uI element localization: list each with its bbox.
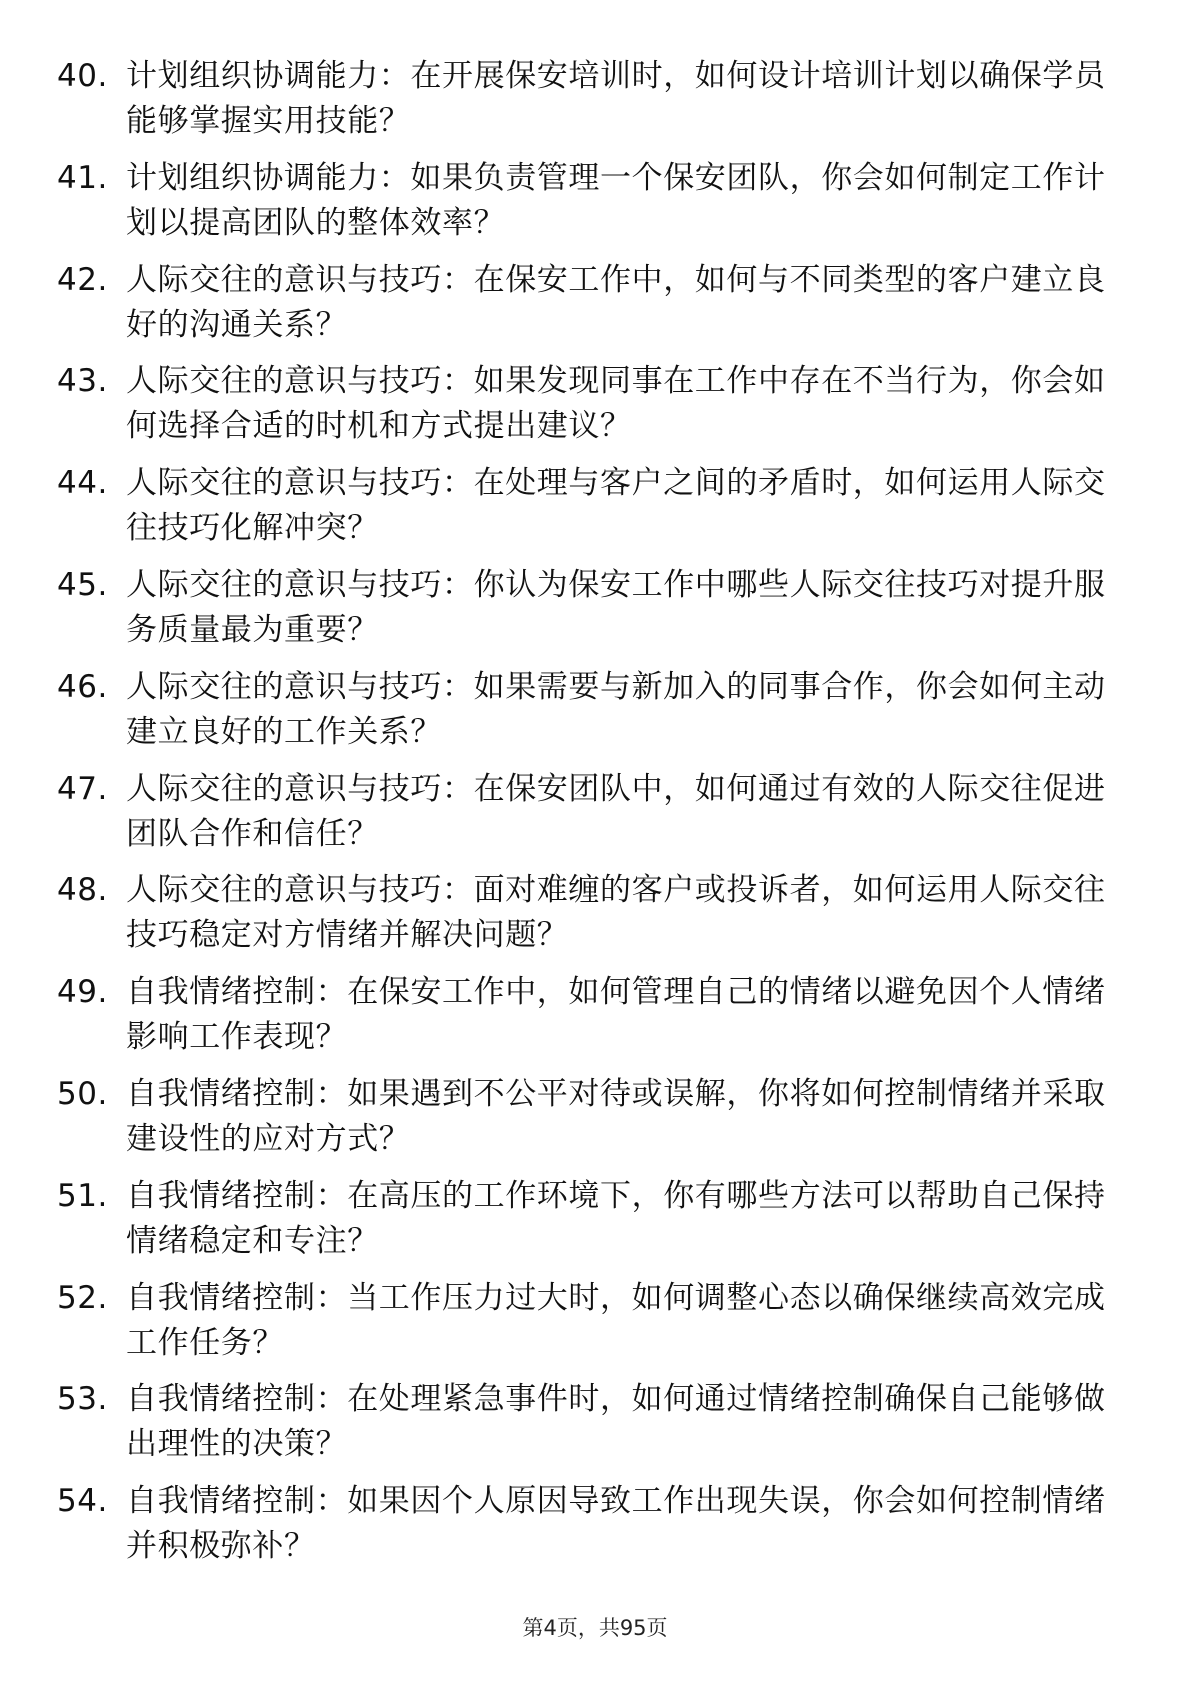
question-text: 自我情绪控制：在高压的工作环境下，你有哪些方法可以帮助自己保持情绪稳定和专注？	[126, 1177, 1106, 1259]
question-item-46	[0, 661, 1190, 763]
question-item-54	[0, 1475, 1190, 1577]
question-text: 自我情绪控制：在保安工作中，如何管理自己的情绪以避免因个人情绪影响工作表现？	[126, 974, 1106, 1056]
question-text: 人际交往的意识与技巧：在保安团队中，如何通过有效的人际交往促进团队合作和信任？	[126, 770, 1106, 852]
question-number: 51.	[57, 1177, 108, 1214]
question-item-50	[0, 1068, 1190, 1170]
question-text: 人际交往的意识与技巧：面对难缠的客户或投诉者，如何运用人际交往技巧稳定对方情绪并解决问题？	[126, 872, 1106, 954]
question-item-49	[0, 966, 1190, 1068]
question-number: 45.	[57, 566, 108, 603]
question-item-52	[0, 1272, 1190, 1374]
question-number: 41.	[57, 159, 108, 196]
question-item-48	[0, 864, 1190, 966]
question-list	[0, 50, 1190, 1577]
question-text: 自我情绪控制：如果遇到不公平对待或误解，你将如何控制情绪并采取建设性的应对方式？	[126, 1075, 1106, 1157]
question-text: 人际交往的意识与技巧：你认为保安工作中哪些人际交往技巧对提升服务质量最为重要？	[126, 566, 1106, 648]
question-number: 46.	[57, 668, 108, 705]
question-number: 50.	[57, 1075, 108, 1112]
question-item-51	[0, 1170, 1190, 1272]
question-number: 52.	[57, 1279, 108, 1316]
question-item-40	[0, 50, 1190, 152]
question-text: 计划组织协调能力：如果负责管理一个保安团队，你会如何制定工作计划以提高团队的整体效率？	[126, 159, 1106, 241]
question-number: 40.	[57, 58, 108, 94]
question-number: 48.	[57, 872, 108, 909]
question-item-53	[0, 1373, 1190, 1475]
page-footer	[0, 1614, 1190, 1642]
question-item-42	[0, 254, 1190, 356]
question-number: 54.	[57, 1483, 108, 1520]
question-number: 47.	[57, 770, 108, 807]
question-number: 42.	[57, 261, 108, 298]
question-item-47	[0, 763, 1190, 865]
question-number: 44.	[57, 465, 108, 502]
question-item-41	[0, 152, 1190, 254]
question-text: 自我情绪控制：在处理紧急事件时，如何通过情绪控制确保自己能够做出理性的决策？	[126, 1381, 1106, 1463]
question-text: 人际交往的意识与技巧：如果需要与新加入的同事合作，你会如何主动建立良好的工作关系？	[126, 668, 1106, 750]
question-item-43	[0, 355, 1190, 457]
question-number: 53.	[57, 1381, 108, 1418]
question-text: 人际交往的意识与技巧：如果发现同事在工作中存在不当行为，你会如何选择合适的时机和方式提出建议？	[126, 363, 1106, 445]
question-item-44	[0, 457, 1190, 559]
question-text: 自我情绪控制：当工作压力过大时，如何调整心态以确保继续高效完成工作任务？	[126, 1279, 1106, 1361]
question-text: 人际交往的意识与技巧：在处理与客户之间的矛盾时，如何运用人际交往技巧化解冲突？	[126, 465, 1106, 547]
question-item-45	[0, 559, 1190, 661]
question-number: 49.	[57, 974, 108, 1011]
question-text: 人际交往的意识与技巧：在保安工作中，如何与不同类型的客户建立良好的沟通关系？	[126, 261, 1106, 343]
question-text: 自我情绪控制：如果因个人原因导致工作出现失误，你会如何控制情绪并积极弥补？	[126, 1483, 1106, 1565]
question-number: 43.	[57, 363, 108, 400]
page-number-label: 第4页，共95页	[522, 1616, 668, 1640]
question-text: 计划组织协调能力：在开展保安培训时，如何设计培训计划以确保学员能够掌握实用技能？	[126, 58, 1106, 139]
